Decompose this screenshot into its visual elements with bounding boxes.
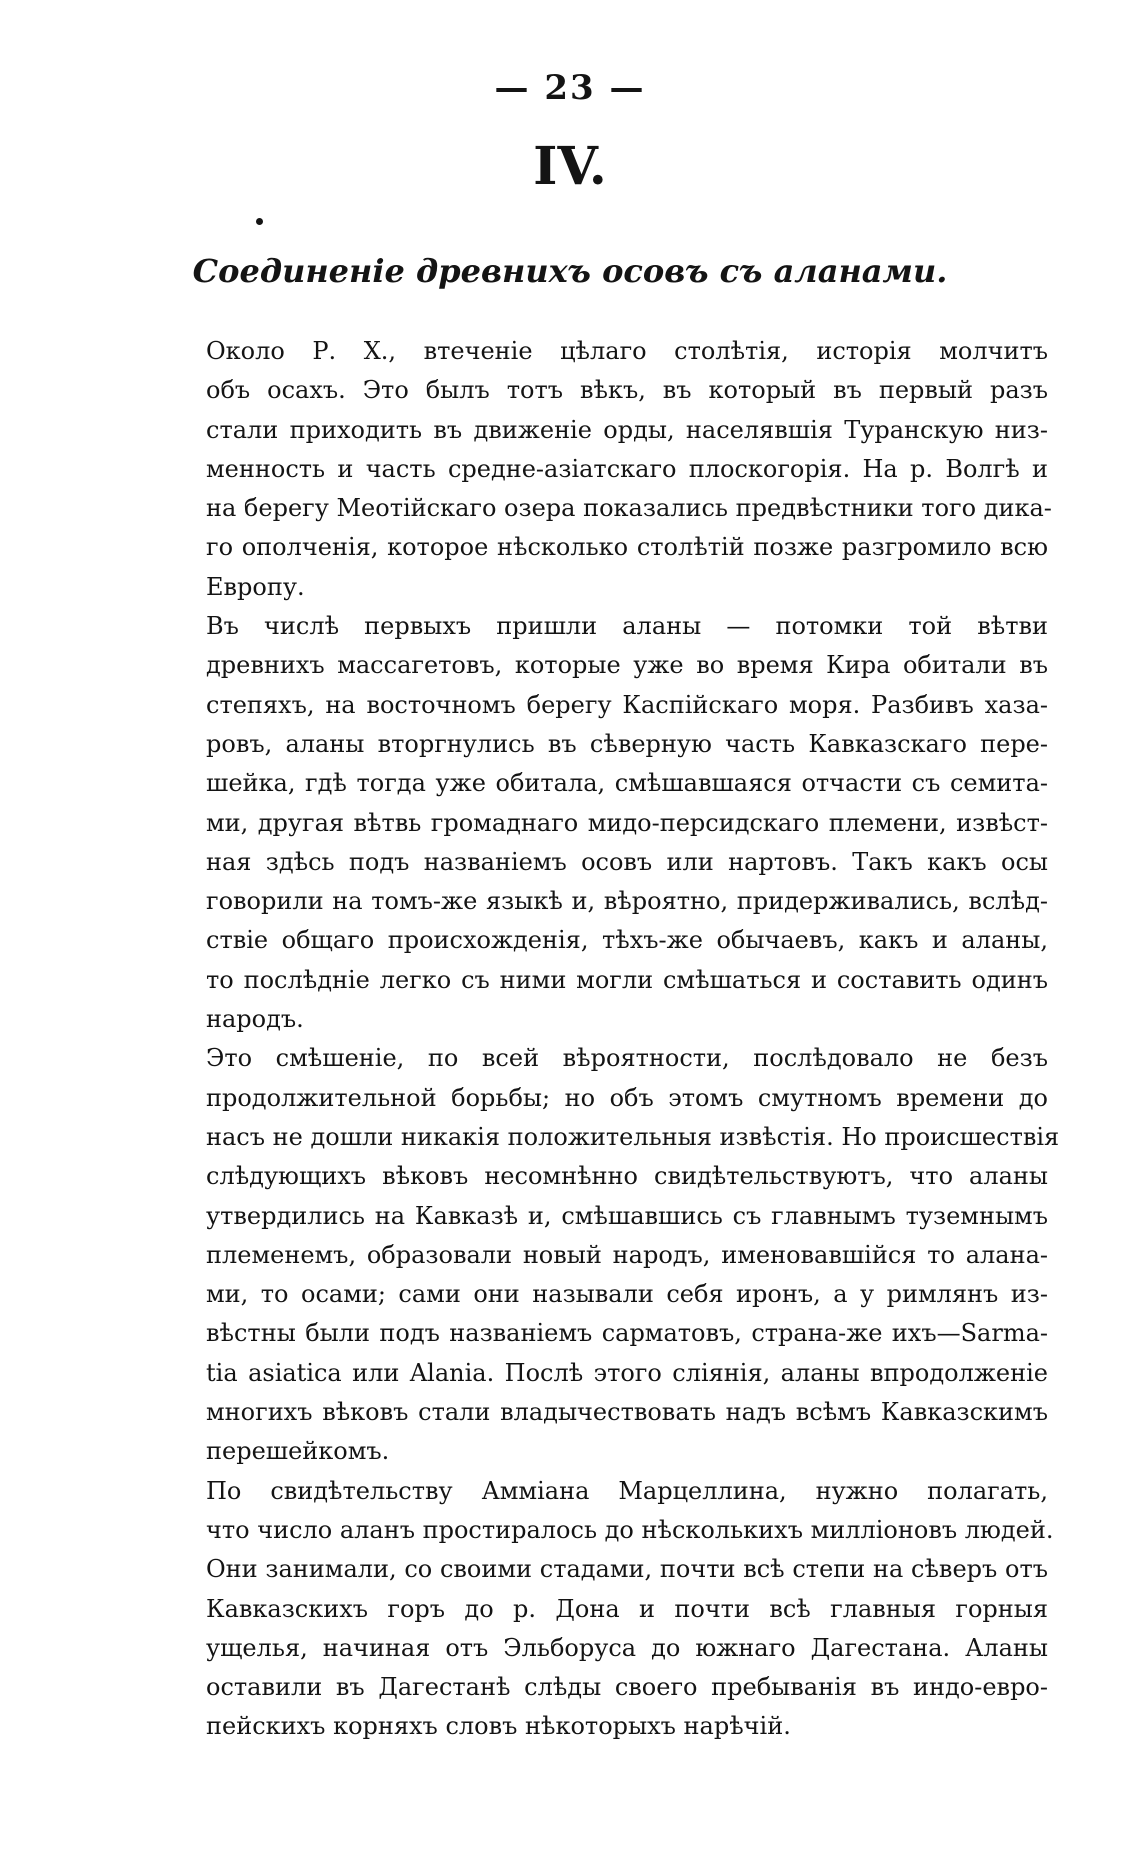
text-line: Европу. <box>206 572 305 601</box>
text-line: Кавказскихъ горъ до р. Дона и почти всѣ главныя горныя <box>206 1594 1048 1623</box>
text-line: менность и часть средне-азіатскаго плоскогорія. На р. Волгѣ и <box>206 454 1048 483</box>
text-line: вѣстны были подъ названіемъ сарматовъ, страна-же ихъ—Sarma- <box>206 1319 1048 1348</box>
text-line: пейскихъ корняхъ словъ нѣкоторыхъ нарѣчій. <box>206 1712 791 1741</box>
text-line: го ополченія, которое нѣсколько столѣтій позже разгромило всю <box>206 533 1048 562</box>
text-line: По свидѣтельству Амміана Марцеллина, нужно полагать, <box>206 1476 1048 1505</box>
text-line: говорили на томъ-же языкѣ и, вѣроятно, придерживались, вслѣд- <box>206 887 1048 916</box>
text-line: стали приходить въ движеніе орды, населявшія Туранскую низ- <box>206 415 1048 444</box>
text-line: ровъ, аланы вторгнулись въ сѣверную часть Кавказскаго пере- <box>206 729 1048 758</box>
chapter-title: Соединеніе древнихъ осовъ съ аланами. <box>192 252 948 290</box>
text-line: древнихъ массагетовъ, которые уже во время Кира обитали въ <box>206 651 1048 680</box>
text-line: шейка, гдѣ тогда уже обитала, смѣшавшаяся отчасти съ семита- <box>206 769 1048 798</box>
text-line: ная здѣсь подъ названіемъ осовъ или нартовъ. Такъ какъ осы <box>206 847 1048 876</box>
paragraph-1 <box>128 332 1052 607</box>
paragraph-3 <box>128 1039 1060 1471</box>
text-line: слѣдующихъ вѣковъ несомнѣнно свидѣтельствуютъ, что аланы <box>206 1162 1048 1191</box>
text-line: ми, другая вѣтвь громаднаго мидо-персидскаго племени, извѣст- <box>206 808 1048 837</box>
text-line: насъ не дошли никакія положительныя извѣстія. Но происшествія <box>206 1122 1060 1151</box>
text-line: Около Р. Х., втеченіе цѣлаго столѣтія, исторія молчитъ <box>206 337 1048 365</box>
page-number: — 23 — <box>494 68 646 108</box>
text-line: Въ числѣ первыхъ пришли аланы — потомки той вѣтви <box>206 612 1048 641</box>
text-line: на берегу Меотійскаго озера показались предвѣстники того дика- <box>206 494 1052 523</box>
text-line: что число аланъ простиралось до нѣсколькихъ милліоновъ людей. <box>206 1515 1054 1544</box>
print-speck <box>256 218 263 225</box>
text-line: Это смѣшеніе, по всей вѣроятности, послѣдовало не безъ <box>206 1044 1048 1073</box>
paragraph-4 <box>128 1472 1054 1747</box>
text-line: ствіе общаго происхожденія, тѣхъ-же обычаевъ, какъ и аланы, <box>206 926 1048 955</box>
text-line: Они занимали, со своими стадами, почти всѣ степи на сѣверъ отъ <box>206 1555 1048 1584</box>
text-line: племенемъ, образовали новый народъ, именовавшійся то алана- <box>206 1240 1048 1269</box>
body-text <box>128 332 1060 1747</box>
text-line: оставили въ Дагестанѣ слѣды своего пребыванія въ индо-евро- <box>206 1673 1048 1702</box>
text-line: tia asiatica или Alania. Послѣ этого сліянія, аланы впродолженіе <box>206 1358 1048 1387</box>
text-line: многихъ вѣковъ стали владычествовать надъ всѣмъ Кавказскимъ <box>206 1398 1048 1427</box>
text-line: продолжительной борьбы; но объ этомъ смутномъ времени до <box>206 1083 1048 1112</box>
chapter-number: IV. <box>533 136 607 197</box>
text-line: ми, то осами; сами они называли себя иронъ, а у римлянъ из- <box>206 1280 1048 1309</box>
text-line: народъ. <box>206 1005 304 1034</box>
text-line: ущелья, начиная отъ Эльборуса до южнаго Дагестана. Аланы <box>206 1633 1048 1662</box>
text-line: объ осахъ. Это былъ тотъ вѣкъ, въ который въ первый разъ <box>206 376 1048 405</box>
text-line: степяхъ, на восточномъ берегу Каспійскаго моря. Разбивъ хаза- <box>206 690 1048 719</box>
text-line: перешейкомъ. <box>206 1437 390 1466</box>
text-line: утвердились на Кавказѣ и, смѣшавшись съ главнымъ туземнымъ <box>206 1201 1048 1230</box>
text-line: то послѣдніе легко съ ними могли смѣшаться и составить одинъ <box>206 965 1048 994</box>
paragraph-2 <box>128 607 1048 1039</box>
